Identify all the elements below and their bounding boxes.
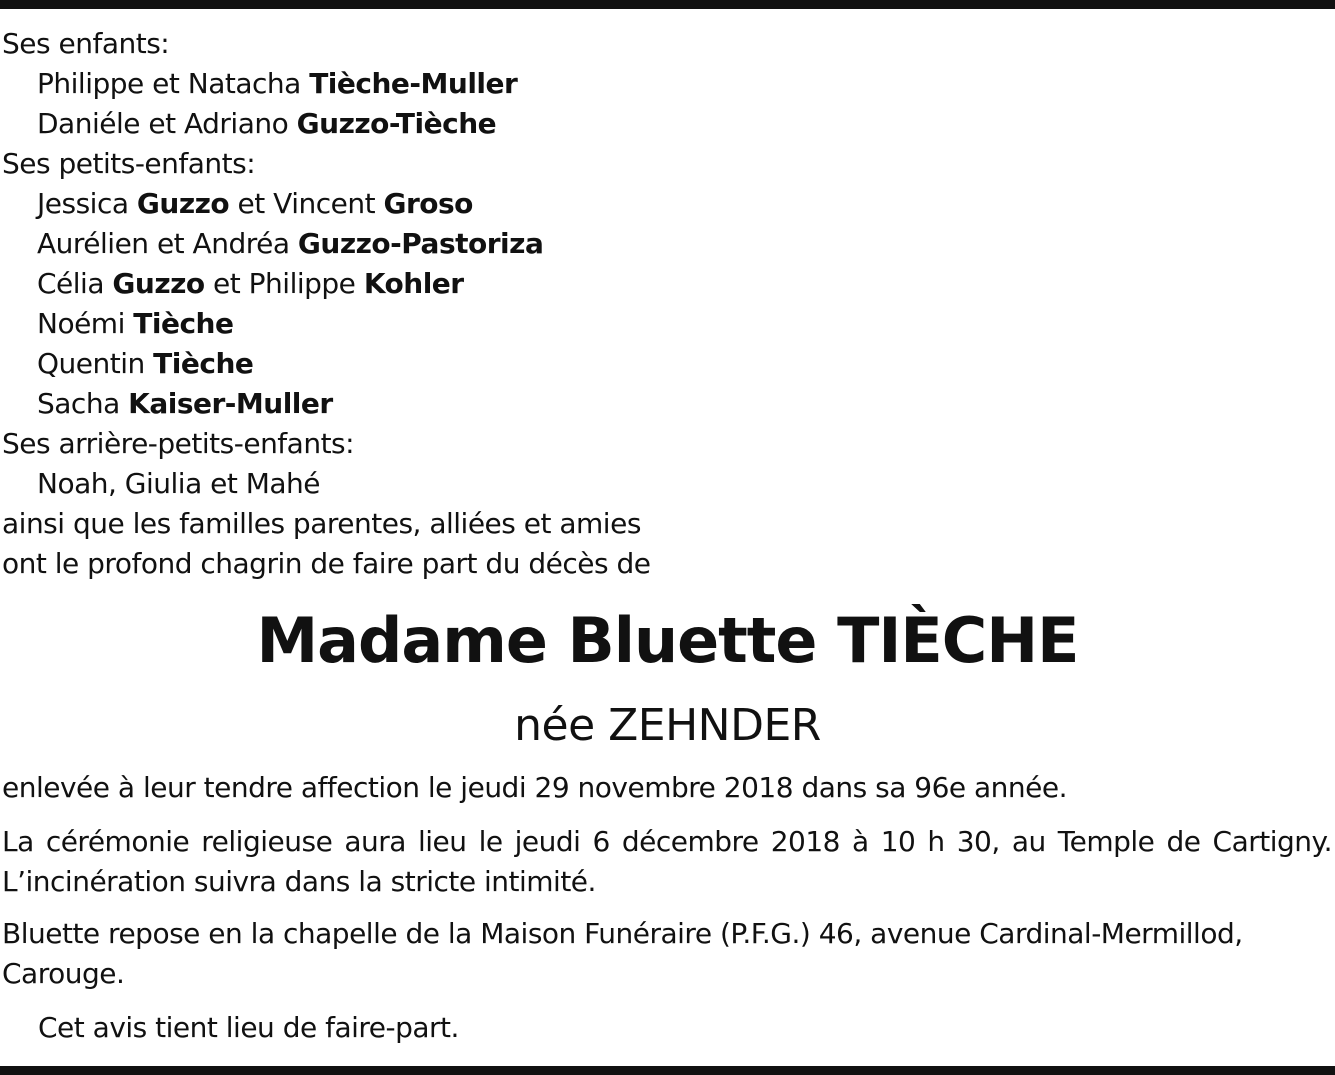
grandchild-entry: Jessica Guzzo et Vincent Groso <box>37 187 473 220</box>
great-grandchildren-entry: Noah, Giulia et Mahé <box>37 467 321 500</box>
ceremony-notice: La cérémonie religieuse aura lieu le jeudi 6 décembre 2018 à 10 h 30, au Temple de Cartigny. L’incinération suivra dans la stricte intimité. <box>2 825 1332 898</box>
maiden-name: née ZEHNDER <box>514 700 821 751</box>
bottom-rule <box>0 1066 1335 1075</box>
grandchild-entry: Quentin Tièche <box>37 347 254 380</box>
grandchildren-heading: Ses petits-enfants: <box>2 147 256 180</box>
grandchild-entry: Noémi Tièche <box>37 307 234 340</box>
children-heading: Ses enfants: <box>2 27 170 60</box>
grandchild-entry: Célia Guzzo et Philippe Kohler <box>37 267 464 300</box>
top-rule <box>0 0 1335 9</box>
closing-notice: Cet avis tient lieu de faire-part. <box>38 1011 459 1044</box>
death-notice: enlevée à leur tendre affection le jeudi 29 novembre 2018 dans sa 96e année. <box>2 771 1068 804</box>
great-grandchildren-heading: Ses arrière-petits-enfants: <box>2 427 355 460</box>
child-surname: Tièche-Muller <box>309 67 518 100</box>
family-list <box>2 24 1332 584</box>
deceased-name: Madame Bluette TIÈCHE <box>256 604 1079 677</box>
grandchild-entry: Aurélien et Andréa Guzzo-Pastoriza <box>37 227 544 260</box>
child-entry: Daniéle et Adriano Guzzo-Tièche <box>37 107 497 140</box>
relatives-line: ainsi que les familles parentes, alliées et amies <box>2 507 641 540</box>
announcement-line: ont le profond chagrin de faire part du décès de <box>2 547 651 580</box>
repose-notice: Bluette repose en la chapelle de la Maison Funéraire (P.F.G.) 46, avenue Cardinal-Mermillod, Carouge. <box>2 917 1243 990</box>
grandchild-entry: Sacha Kaiser-Muller <box>37 387 333 420</box>
child-entry: Philippe et Natacha Tièche-Muller <box>37 67 518 100</box>
child-surname: Guzzo-Tièche <box>296 107 497 140</box>
